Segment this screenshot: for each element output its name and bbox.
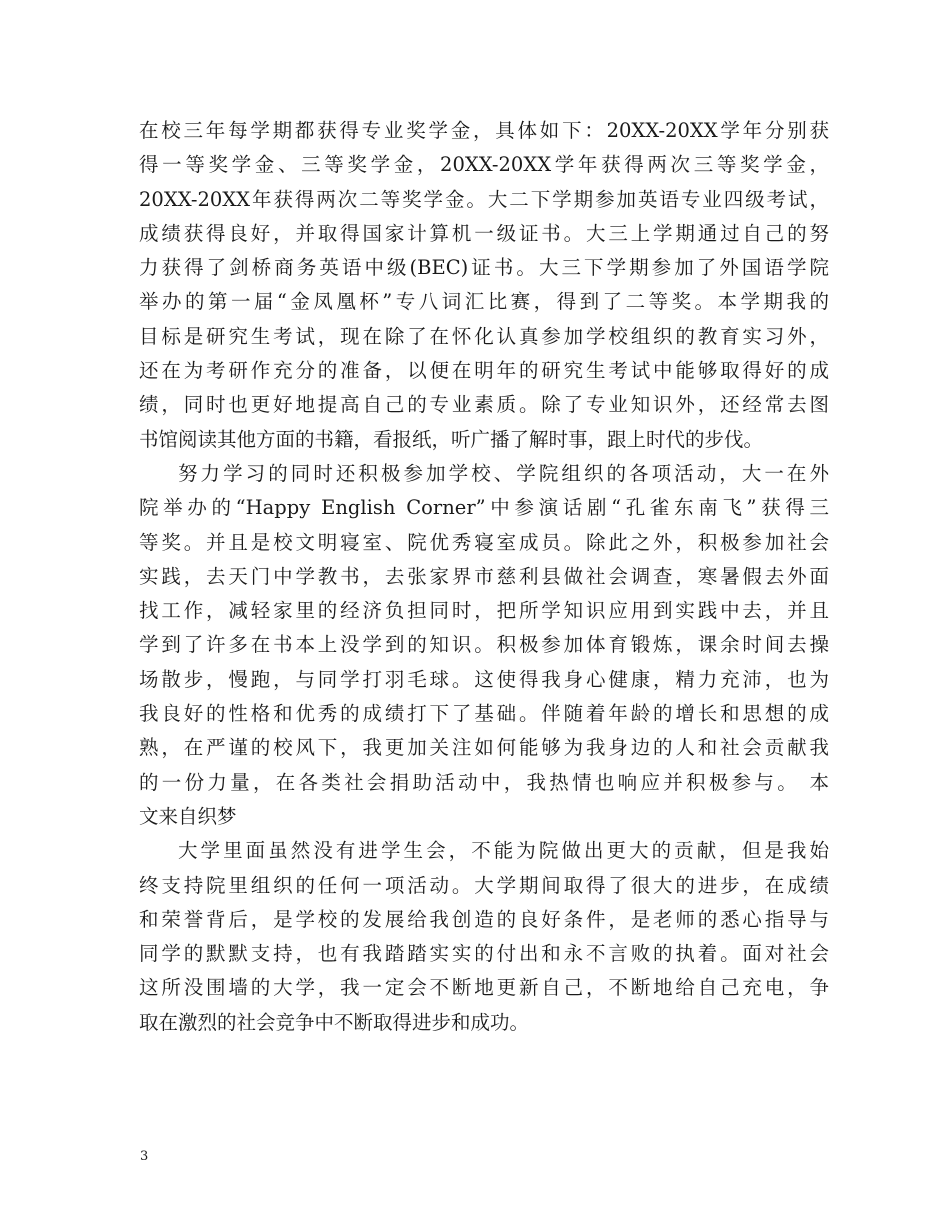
text-line: 这所没围墙的大学，我一定会不断地更新自己，不断地给自己充电，争 <box>139 976 829 1000</box>
text-line: 熟，在严谨的校风下，我更加关注如何能够为我身边的人和社会贡献我 <box>139 736 829 760</box>
text-line: 成绩获得良好，并取得国家计算机一级证书。大三上学期通过自己的努 <box>139 221 829 245</box>
body-text <box>139 114 829 1040</box>
text-line: 终支持院里组织的任何一项活动。大学期间取得了很大的进步，在成绩 <box>139 873 829 897</box>
text-line: 学到了许多在书本上没学到的知识。积极参加体育锻炼，课余时间去操 <box>139 633 829 657</box>
text-line: 得一等奖学金、三等奖学金，20XX-20XX学年获得两次三等奖学金， <box>139 153 829 177</box>
text-line: 我良好的性格和优秀的成绩打下了基础。伴随着年龄的增长和思想的成 <box>139 702 829 726</box>
text-line: 大学里面虽然没有进学生会，不能为院做出更大的贡献，但是我始 <box>178 839 829 863</box>
text-line: 举办的第一届“金凤凰杯”专八词汇比赛，得到了二等奖。本学期我的 <box>139 290 829 314</box>
text-line: 取在激烈的社会竞争中不断取得进步和成功。 <box>139 1010 530 1034</box>
text-line: 等奖。并且是校文明寝室、院优秀寝室成员。除此之外，积极参加社会 <box>139 530 829 554</box>
text-line: 和荣誉背后，是学校的发展给我创造的良好条件，是老师的悉心指导与 <box>139 907 829 931</box>
text-line: 院举办的“Happy English Corner”中参演话剧“孔雀东南飞”获得三 <box>139 496 829 520</box>
text-line: 还在为考研作充分的准备，以便在明年的研究生考试中能够取得好的成 <box>139 359 829 383</box>
text-line: 的一份力量，在各类社会捐助活动中，我热情也响应并积极参与。 本 <box>139 770 829 794</box>
text-line: 目标是研究生考试，现在除了在怀化认真参加学校组织的教育实习外， <box>139 324 829 348</box>
text-line: 找工作，减轻家里的经济负担同时，把所学知识应用到实践中去，并且 <box>139 599 829 623</box>
text-line: 场散步，慢跑，与同学打羽毛球。这使得我身心健康，精力充沛，也为 <box>139 667 829 691</box>
text-line: 同学的默默支持，也有我踏踏实实的付出和永不言败的执着。面对社会 <box>139 942 829 966</box>
text-line: 努力学习的同时还积极参加学校、学院组织的各项活动，大一在外 <box>178 461 829 485</box>
text-line: 力获得了剑桥商务英语中级(BEC)证书。大三下学期参加了外国语学院 <box>139 256 829 280</box>
text-line: 在校三年每学期都获得专业奖学金，具体如下：20XX-20XX学年分别获 <box>139 119 829 142</box>
text-line: 书馆阅读其他方面的书籍，看报纸，听广播了解时事，跟上时代的步伐。 <box>139 427 764 451</box>
text-line: 绩，同时也更好地提高自己的专业素质。除了专业知识外，还经常去图 <box>139 393 829 417</box>
page-number: 3 <box>140 1149 149 1164</box>
text-line: 20XX-20XX年获得两次二等奖学金。大二下学期参加英语专业四级考试， <box>139 187 829 211</box>
text-line: 实践，去天门中学教书，去张家界市慈利县做社会调查，寒暑假去外面 <box>139 564 829 588</box>
text-line: 文来自织梦 <box>139 804 237 828</box>
